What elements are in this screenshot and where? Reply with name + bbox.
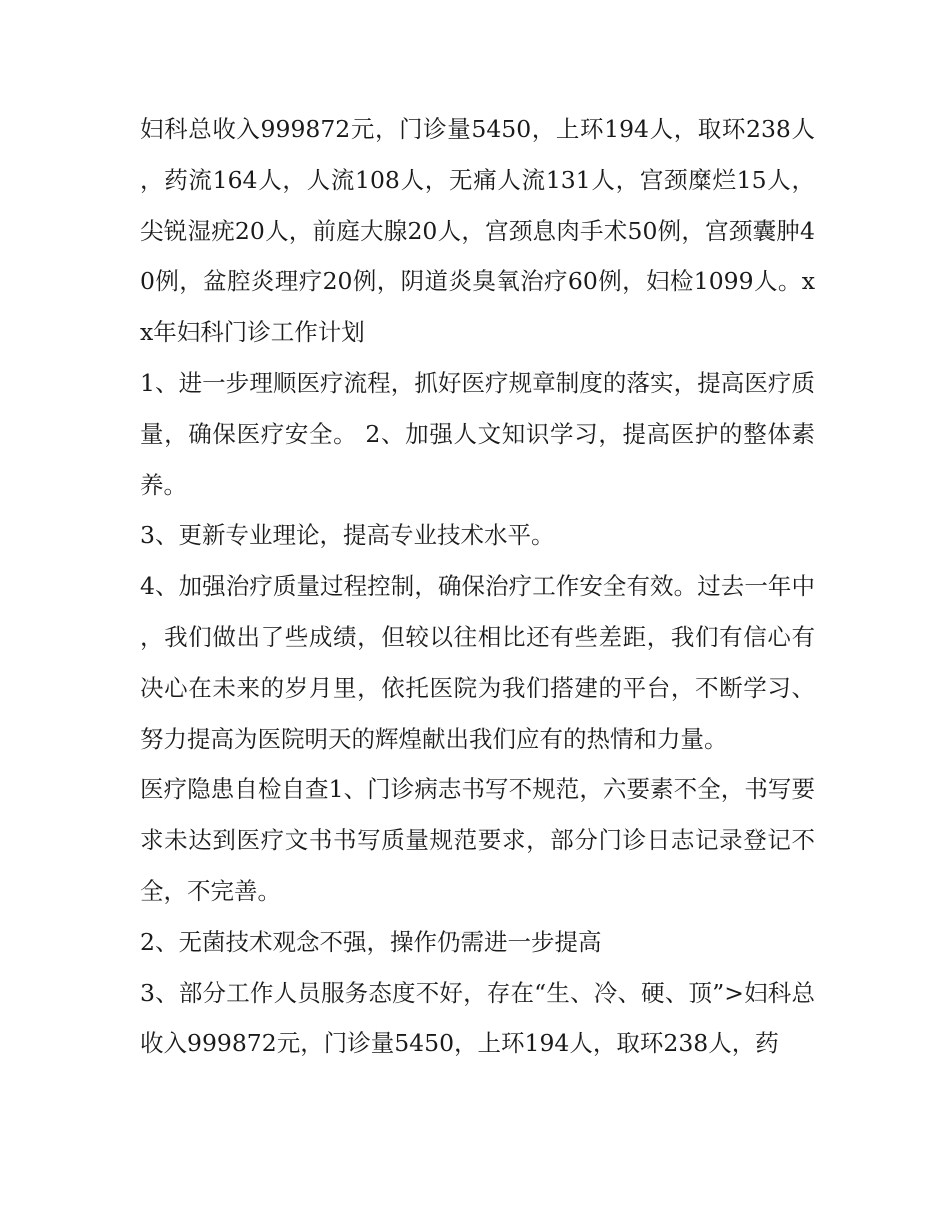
paragraph-plan-item-1-2: 1、进一步理顺医疗流程，抓好医疗规章制度的落实，提高医疗质量，确保医疗安全。 2、加强人文知识学习，提高医护的整体素养。 <box>140 368 815 499</box>
paragraph-plan-item-3: 3、更新专业理论，提高专业技术水平。 <box>140 521 555 550</box>
paragraph-self-check-3: 3、部分工作人员服务态度不好，存在“生、冷、硬、顶”>妇科总收入999872元，门诊量5450，上环194人，取环238人，药 <box>140 978 815 1058</box>
paragraph-income-summary: 妇科总收入999872元，门诊量5450，上环194人，取环238人，药流164人，人流108人，无痛人流131人，宫颈糜烂15人，尖锐湿疣20人，前庭大腺20人，宫颈息肉手术50例，宫颈囊肿40例，盆腔炎理疗20例，阴道炎臭氧治疗60例，妇检1099人。xx年妇科门诊工作计划 <box>140 115 815 347</box>
paragraph-self-check-1: 医疗隐患自检自查1、门诊病志书写不规范，六要素不全，书写要求未达到医疗文书书写质量规范要求，部分门诊日志记录登记不全，不完善。 <box>140 775 815 905</box>
paragraph-plan-item-4: 4、加强治疗质量过程控制，确保治疗工作安全有效。过去一年中，我们做出了些成绩，但较以往相比还有些差距，我们有信心有决心在未来的岁月里，依托医院为我们搭建的平台，不断学习、努力提高为医院明天的辉煌献出我们应有的热情和力量。 <box>140 572 815 753</box>
paragraph-self-check-2: 2、无菌技术观念不强，操作仍需进一步提高 <box>140 927 602 956</box>
document-body <box>140 104 815 1069</box>
